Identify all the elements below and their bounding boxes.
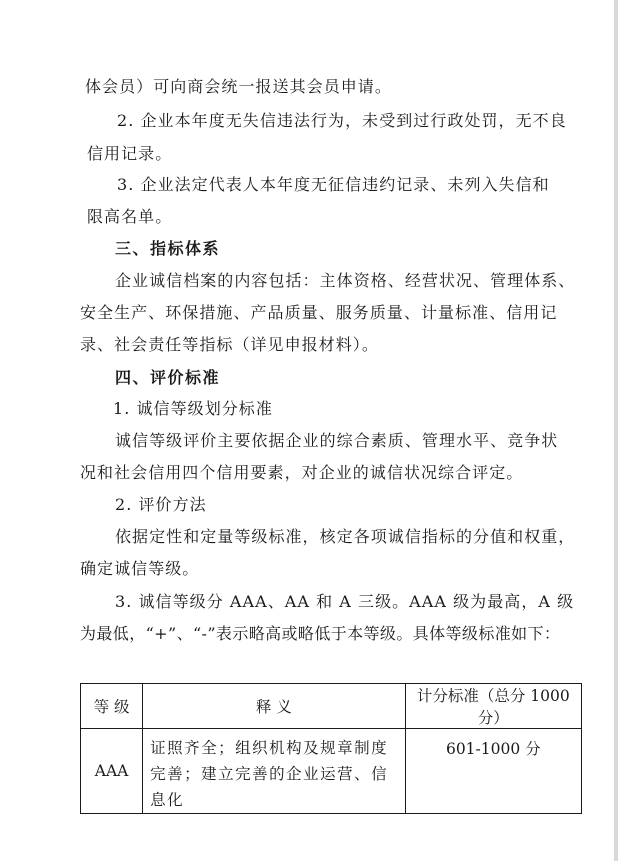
section-heading-indicator-system: 三、指标体系 bbox=[115, 239, 221, 258]
cell-grade: AAA bbox=[81, 729, 143, 814]
paragraph-line: 诚信等级评价主要依据企业的综合素质、管理水平、竞争状 bbox=[115, 431, 559, 450]
paragraph-line: 录、社会责任等指标（详见申报材料）。 bbox=[80, 335, 379, 354]
paragraph-line: 2. 评价方法 bbox=[115, 495, 207, 514]
paragraph-line: 依据定性和定量等级标准，核定各项诚信指标的分值和权重， bbox=[115, 527, 576, 546]
paragraph-line: 确定诚信等级。 bbox=[80, 559, 200, 578]
paragraph-line: 3. 诚信等级分 AAA、AA 和 A 三级。AAA 级为最高，A 级 bbox=[115, 592, 575, 611]
cell-score: 601-1000 分 bbox=[405, 729, 581, 814]
paragraph-line: 信用记录。 bbox=[87, 144, 173, 163]
paragraph-line: 1. 诚信等级划分标准 bbox=[113, 399, 273, 418]
paragraph-line: 为最低，“+”、“-”表示略高或略低于本等级。具体等级标准如下： bbox=[80, 624, 561, 643]
page-right-edge bbox=[614, 0, 618, 861]
paragraph-line: 安全生产、环保措施、产品质量、服务质量、计量标准、信用记 bbox=[80, 303, 558, 322]
header-description: 释 义 bbox=[143, 684, 406, 729]
paragraph-line: 况和社会信用四个信用要素，对企业的诚信状况综合评定。 bbox=[80, 463, 524, 482]
paragraph-line: 企业诚信档案的内容包括：主体资格、经营状况、管理体系、 bbox=[115, 271, 576, 290]
grade-standard-table bbox=[80, 683, 582, 814]
table-header-row bbox=[81, 684, 582, 729]
header-grade: 等 级 bbox=[81, 684, 143, 729]
paragraph-line: 体会员）可向商会统一报送其会员申请。 bbox=[85, 77, 392, 96]
table-row bbox=[81, 729, 582, 814]
cell-description: 证照齐全；组织机构及规章制度完善；建立完善的企业运营、信息化 bbox=[143, 729, 406, 814]
paragraph-line: 2. 企业本年度无失信违法行为，未受到过行政处罚，无不良 bbox=[117, 111, 567, 130]
header-score: 计分标准（总分 1000 分） bbox=[405, 684, 581, 729]
paragraph-line: 3. 企业法定代表人本年度无征信违约记录、未列入失信和 bbox=[117, 175, 550, 194]
paragraph-line: 限高名单。 bbox=[87, 207, 173, 226]
section-heading-evaluation-standard: 四、评价标准 bbox=[115, 368, 221, 387]
